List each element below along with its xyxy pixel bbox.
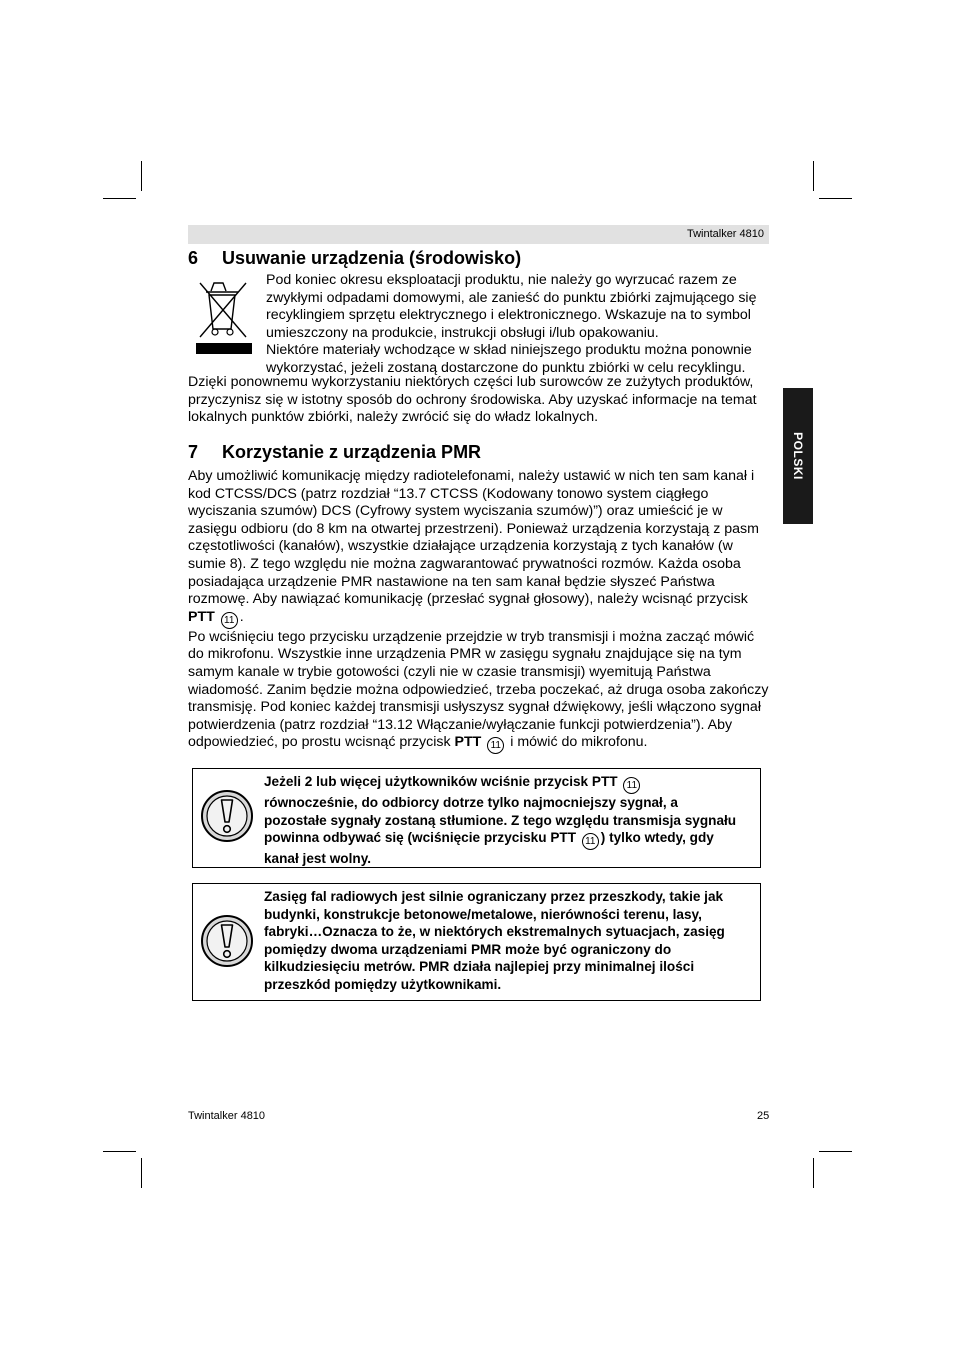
text-line: kod CTCSS/DCS (patrz rozdział “13.7 CTCSS (Kodowany tonowo system ciągłego <box>188 485 709 502</box>
running-header <box>188 225 769 244</box>
text-line: zwykłymi odpadami domowymi, ale zanieść do punktu zbiórki zajmującego się <box>266 289 757 306</box>
text-line: Dzięki ponownemu wykorzystaniu niektórych części lub surowców ze zużytych produktów, <box>188 374 754 390</box>
text-fragment: powinna odbywać się (wciśnięcie przycisku PTT <box>264 830 576 846</box>
crop-mark <box>103 1151 136 1152</box>
exclamation-warning-icon <box>200 914 254 968</box>
button-ref-11: 11 <box>221 612 238 629</box>
text-line: pozostałe sygnały zostaną stłumione. Z tego względu transmisja sygnału <box>264 812 737 828</box>
exclamation-warning-icon <box>200 789 254 843</box>
notice-text <box>264 888 754 994</box>
crop-mark <box>103 198 136 199</box>
text-line <box>264 773 754 794</box>
text-line: pomiędzy dwoma urządzeniami PMR może być ograniczony do <box>264 941 672 957</box>
text-line <box>264 829 754 850</box>
section-number: 7 <box>188 442 199 462</box>
text-line: Pod koniec okresu eksploatacji produktu, nie należy go wyrzucać razem ze <box>266 272 737 288</box>
text-fragment: i mówić do mikrofonu. <box>510 734 648 751</box>
weee-crossed-bin-icon <box>194 279 254 355</box>
button-ref-11: 11 <box>487 737 504 754</box>
text-line: fabryki…Oznacza to że, w niektórych ekstremalnych sytuacjach, zasięg <box>264 924 725 940</box>
crop-mark <box>813 1158 814 1188</box>
text-line: wyciszania szumów) DCS (Cyfrowy system wyciszania szumów)”) oraz umieścić je w <box>188 503 723 520</box>
text-line <box>188 609 773 629</box>
text-line: przeszkód pomiędzy użytkownikami. <box>264 976 502 992</box>
language-label: POLSKI <box>791 432 805 480</box>
ptt-label: PTT <box>454 734 482 751</box>
text-line: kanał jest wolny. <box>264 851 372 867</box>
text-line: potwierdzenia (patrz rozdział “13.12 Włączanie/wyłączanie funkcji potwierdzenia”). Aby <box>188 716 733 733</box>
text-line <box>188 734 773 754</box>
text-fragment: Jeżeli 2 lub więcej użytkowników wciśnie przycisk PTT <box>264 774 618 789</box>
warning-notice <box>192 883 761 1001</box>
text-line: Niektóre materiały wchodzące w skład niniejszego produktu można ponownie <box>266 342 752 359</box>
text-line: lokalnych punktów zbiórki, należy zwrócić się do władz lokalnych. <box>188 409 599 426</box>
text-line: do mikrofonu. Wszystkie inne urządzenia PMR w zasięgu sygnału znajdujące się na tym <box>188 646 742 663</box>
text-line: recyklingiem sprzętu elektrycznego i elektronicznego. Wskazuje na to symbol <box>266 307 751 324</box>
text-line: Aby umożliwić komunikację między radiotelefonami, należy ustawić w nich ten sam kanał i <box>188 468 755 484</box>
text-line: umieszczony na produkcie, instrukcji obsługi i/lub opakowaniu. <box>266 324 659 341</box>
footer-product: Twintalker 4810 <box>188 1110 266 1122</box>
text-line: wykorzystać, jeżeli zostaną dostarczone do punktu zbiórki w celu recyklingu. <box>266 359 746 376</box>
text-line: zasięgu odbioru (do 8 km na otwartej przestrzeni). Ponieważ urządzenia korzystają z pasm <box>188 520 759 537</box>
text-line: budynki, konstrukcje betonowe/metalowe, nierówności terenu, lasy, <box>264 906 702 922</box>
text-line: Zasięg fal radiowych jest silnie ograniczany przez przeszkody, takie jak <box>264 889 724 904</box>
text-line: transmisję. Pod koniec każdej transmisji usłyszysz sygnał dźwiękowy, jeśli włączono sygnał <box>188 699 761 716</box>
language-tab <box>783 388 813 524</box>
button-ref-11: 11 <box>582 833 599 850</box>
text-line: samym kanale w trybie gotowości (czyli nie w czasie transmisji) wyemitują Państwa <box>188 663 711 680</box>
crop-mark <box>819 1151 852 1152</box>
section-6-body-beside-icon <box>266 272 769 378</box>
text-fragment: . <box>239 608 244 625</box>
text-line: rozmowę. Aby nawiązać komunikację (przesłać sygnał głosowy), należy wcisnąć przycisk <box>188 591 748 608</box>
section-6-body <box>188 374 769 427</box>
text-line: przyczynisz się w istotny sposób do ochrony środowiska. Aby uzyskać informacje na temat <box>188 391 757 408</box>
text-line: posiadająca urządzenie PMR nastawione na ten sam kanał będzie słyszeć Państwa <box>188 573 715 590</box>
text-fragment: ) tylko wtedy, gdy <box>600 830 714 846</box>
warning-notice <box>192 768 761 868</box>
crop-mark <box>813 161 814 191</box>
crop-mark <box>141 1158 142 1188</box>
notice-text <box>264 773 754 868</box>
ptt-label: PTT <box>188 608 215 625</box>
section-number: 6 <box>188 248 199 268</box>
crop-mark <box>141 161 142 191</box>
text-fragment: odpowiedzieć, po prostu wcisnąć przycisk <box>188 734 451 751</box>
text-line: wiadomość. Zanim będzie można odpowiedzieć, trzeba poczekać, aż druga osoba zakończy <box>188 681 769 698</box>
section-6-heading <box>188 248 521 269</box>
header-product: Twintalker 4810 <box>686 228 764 240</box>
button-ref-11: 11 <box>623 777 640 794</box>
text-line: częstotliwości (kanałów), wszystkie działające urządzenia korzystają z tych kanałów (w <box>188 538 733 555</box>
text-line: kilkudziesięciu metrów. PMR działa najlepiej przy minimalnej ilości <box>264 959 695 975</box>
text-line: równocześnie, do odbiorcy dotrze tylko najmocniejszy sygnał, a <box>264 795 678 810</box>
page-number: 25 <box>757 1110 770 1122</box>
text-line: sumie 8). Z tego względu nie można zagwarantować prywatności rozmów. Każda osoba <box>188 555 741 572</box>
section-title: Korzystanie z urządzenia PMR <box>222 442 482 462</box>
text-line: Po wciśnięciu tego przycisku urządzenie przejdzie w tryb transmisji i można zacząć mówić <box>188 628 755 645</box>
section-title: Usuwanie urządzenia (środowisko) <box>222 248 522 268</box>
section-7-heading <box>188 442 481 463</box>
section-7-body <box>188 468 773 754</box>
crop-mark <box>819 198 852 199</box>
